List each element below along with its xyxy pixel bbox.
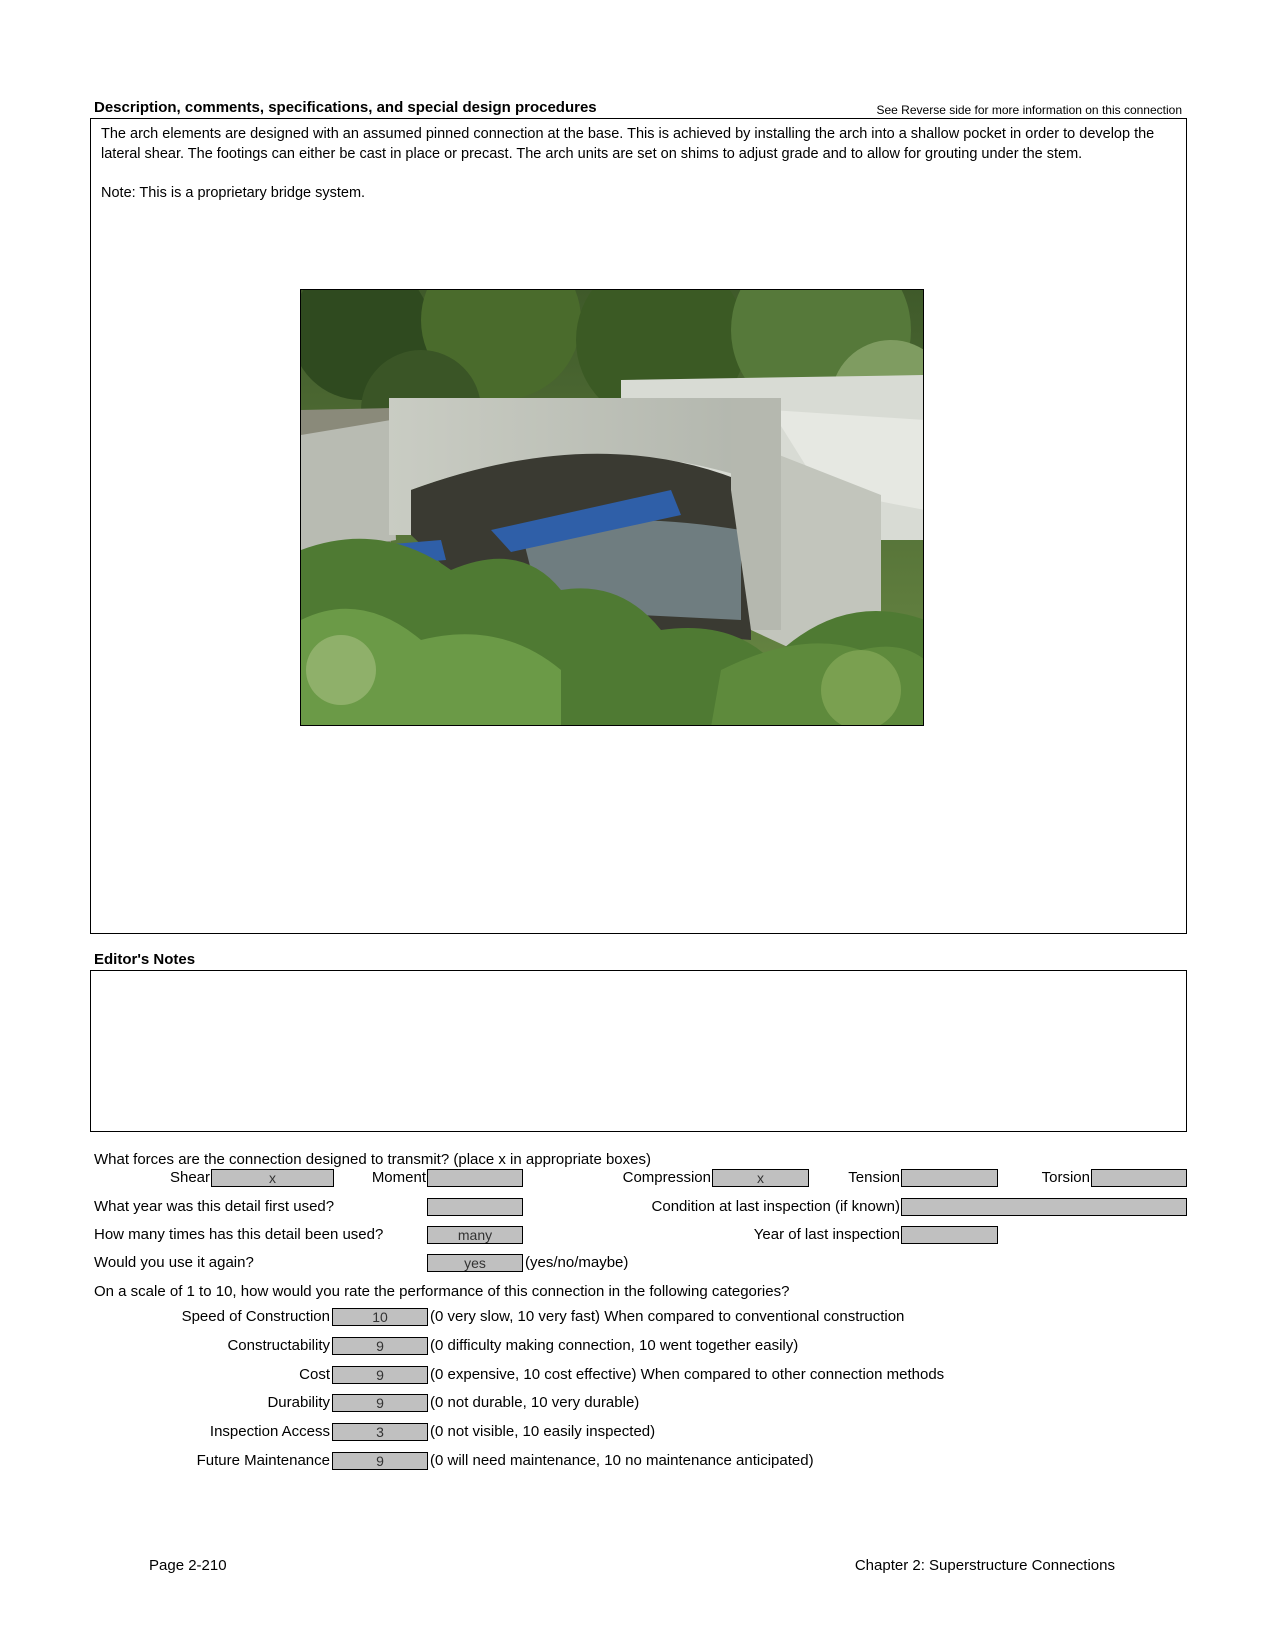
shear-field[interactable]: x [211,1169,334,1187]
reverse-side-note: See Reverse side for more information on this connection [876,103,1182,117]
rating-label: Constructability [227,1337,330,1354]
rating-hint: (0 will need maintenance, 10 no maintenance anticipated) [430,1452,814,1469]
reuse-hint: (yes/no/maybe) [525,1254,629,1271]
rating-field-speed[interactable]: 10 [332,1308,428,1326]
rating-field-cost[interactable]: 9 [332,1366,428,1384]
rating-label: Speed of Construction [181,1308,330,1325]
times-used-field[interactable]: many [427,1226,523,1244]
rating-hint: (0 not visible, 10 easily inspected) [430,1423,656,1440]
rating-label: Cost [299,1366,330,1383]
rating-label: Inspection Access [209,1423,330,1440]
moment-field[interactable] [427,1169,523,1187]
rating-hint: (0 very slow, 10 very fast) When compared to conventional construction [430,1308,905,1325]
tension-field[interactable] [901,1169,998,1187]
rating-field-durability[interactable]: 9 [332,1394,428,1412]
year-inspection-label: Year of last inspection [753,1226,900,1243]
rating-hint: (0 expensive, 10 cost effective) When compared to other connection methods [430,1366,945,1383]
reuse-field[interactable]: yes [427,1254,523,1272]
editors-notes-box[interactable] [90,970,1187,1132]
torsion-label: Torsion [1041,1169,1090,1186]
compression-label: Compression [622,1169,711,1186]
rating-hint: (0 difficulty making connection, 10 went together easily) [430,1337,799,1354]
forces-question: What forces are the connection designed to transmit? (place x in appropriate boxes) [94,1151,651,1168]
editors-notes-heading: Editor's Notes [94,951,196,968]
description-heading: Description, comments, specifications, and special design procedures [94,99,597,116]
tension-label: Tension [848,1169,900,1186]
bridge-photo [300,289,924,726]
year-inspection-field[interactable] [901,1226,998,1244]
shear-label: Shear [169,1169,210,1186]
rating-label: Durability [267,1394,330,1411]
chapter-title: Chapter 2: Superstructure Connections [854,1557,1115,1574]
torsion-field[interactable] [1091,1169,1187,1187]
year-first-used-field[interactable] [427,1198,523,1216]
condition-label: Condition at last inspection (if known) [651,1198,900,1215]
rating-label: Future Maintenance [196,1452,330,1469]
moment-label: Moment [371,1169,426,1186]
description-paragraph: The arch elements are designed with an assumed pinned connection at the base. This is achieved by installing the arch into a shallow pocket in order to develop the lateral shear. The footings can either be cast in place or precast. The arch units are set on shims to adjust grade and to allow for grouting under the stem. [101,126,1155,162]
times-used-question: How many times has this detail been used? [94,1226,384,1243]
rating-field-future-maintenance[interactable]: 9 [332,1452,428,1470]
rating-hint: (0 not durable, 10 very durable) [430,1394,640,1411]
year-first-used-question: What year was this detail first used? [94,1198,335,1215]
page-number: Page 2-210 [149,1557,227,1574]
compression-field[interactable]: x [712,1169,809,1187]
ratings-question: On a scale of 1 to 10, how would you rate the performance of this connection in the following categories? [94,1283,790,1300]
condition-field[interactable] [901,1198,1187,1216]
description-note: Note: This is a proprietary bridge system. [101,185,366,201]
rating-field-inspection-access[interactable]: 3 [332,1423,428,1441]
rating-field-constructability[interactable]: 9 [332,1337,428,1355]
reuse-question: Would you use it again? [94,1254,254,1271]
